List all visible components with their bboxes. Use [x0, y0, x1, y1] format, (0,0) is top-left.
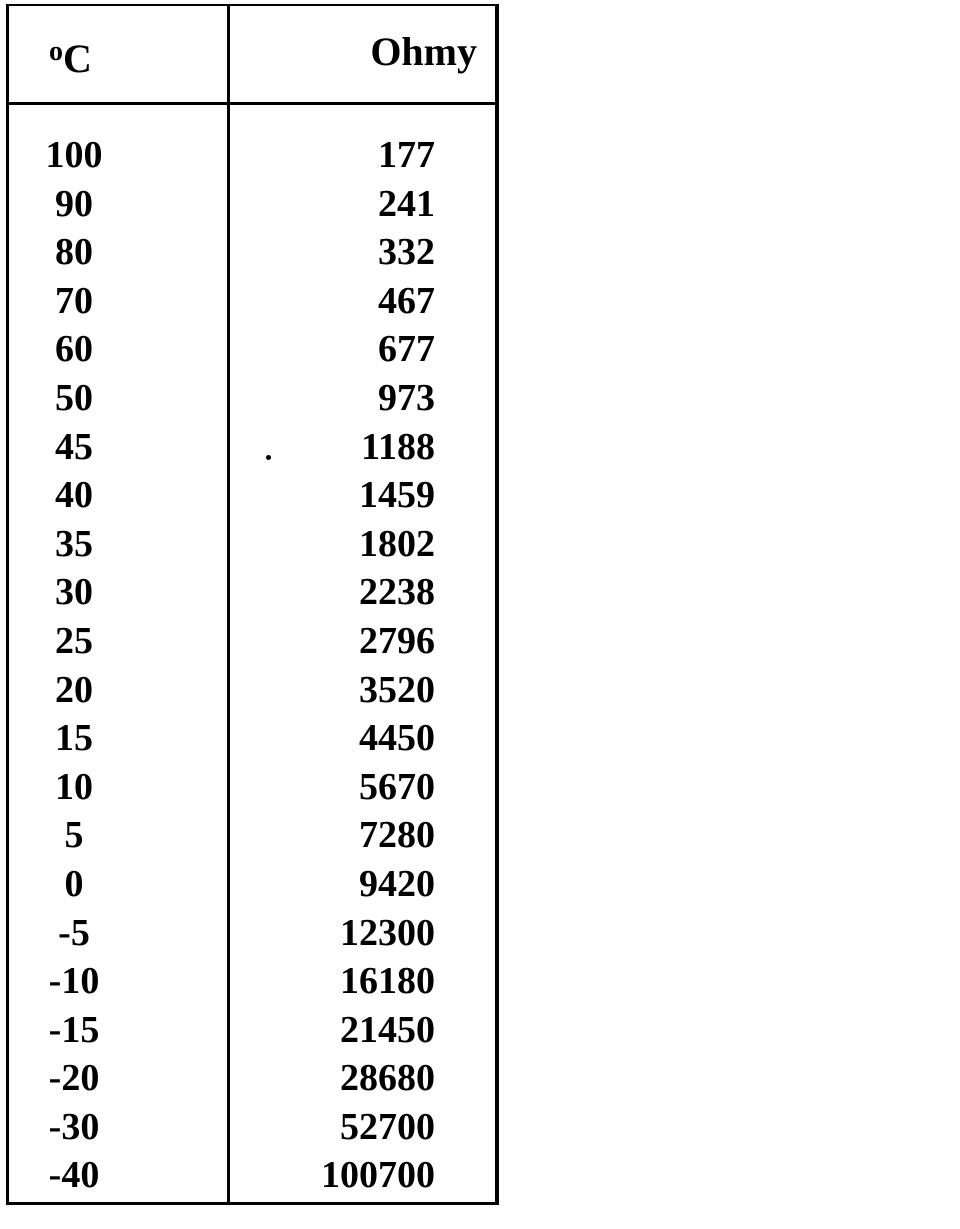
temperature-cell: -20 — [48, 1057, 100, 1100]
resistance-cell: 4450 — [359, 717, 435, 760]
resistance-cell: 7280 — [359, 814, 435, 857]
temperature-cell: 20 — [55, 668, 93, 711]
table-row — [9, 1152, 495, 1201]
table-row — [9, 1055, 495, 1104]
resistance-cell: 332 — [378, 231, 435, 274]
temperature-cell: 70 — [55, 279, 93, 322]
table-row — [9, 424, 495, 473]
table-row — [9, 861, 495, 910]
scan-speck — [266, 455, 271, 460]
resistance-cell: 12300 — [340, 911, 435, 954]
table-row — [9, 569, 495, 618]
temperature-cell: -40 — [48, 1154, 100, 1197]
table-row — [9, 278, 495, 327]
resistance-cell: 2238 — [359, 571, 435, 614]
table-row — [9, 521, 495, 570]
resistance-cell: 1188 — [361, 425, 435, 468]
resistance-cell: 16180 — [340, 960, 435, 1003]
temperature-cell: 40 — [55, 474, 93, 517]
temperature-cell: 5 — [64, 814, 84, 857]
temperature-cell: 0 — [64, 862, 84, 905]
temperature-cell: 80 — [55, 231, 93, 274]
table-row — [9, 812, 495, 861]
resistance-table — [6, 4, 499, 1205]
table-row — [9, 181, 495, 230]
temperature-cell: 25 — [55, 619, 93, 662]
temperature-cell: 60 — [55, 328, 93, 371]
table-row — [9, 667, 495, 716]
table-row — [9, 764, 495, 813]
resistance-cell: 52700 — [340, 1105, 435, 1148]
resistance-cell: 100700 — [321, 1154, 435, 1197]
table-row — [9, 326, 495, 375]
temperature-cell: 50 — [55, 376, 93, 419]
temperature-cell: 30 — [55, 571, 93, 614]
table-row — [9, 958, 495, 1007]
table-row — [9, 472, 495, 521]
temperature-cell: 100 — [45, 134, 103, 176]
table-row — [9, 910, 495, 959]
table-row — [9, 229, 495, 278]
table-row — [9, 375, 495, 424]
temperature-cell: -30 — [48, 1105, 100, 1148]
resistance-cell: 21450 — [340, 1008, 435, 1051]
resistance-cell: 177 — [378, 134, 435, 176]
temperature-unit: C — [63, 36, 92, 81]
header-rule — [9, 102, 495, 105]
header-temperature — [49, 28, 92, 83]
table-row — [9, 132, 495, 181]
resistance-cell: 467 — [378, 279, 435, 322]
temperature-cell: 45 — [55, 425, 93, 468]
table-row — [9, 1104, 495, 1153]
temperature-cell: 15 — [55, 717, 93, 760]
resistance-cell: 5670 — [359, 765, 435, 808]
header-resistance: Ohmy — [370, 29, 477, 74]
resistance-cell: 28680 — [340, 1057, 435, 1100]
resistance-cell: 677 — [378, 328, 435, 371]
degree-symbol: o — [49, 36, 63, 67]
table-row — [9, 715, 495, 764]
resistance-cell: 1459 — [359, 474, 435, 517]
resistance-cell: 241 — [378, 182, 435, 225]
resistance-cell: 9420 — [359, 862, 435, 905]
temperature-cell: -15 — [48, 1008, 100, 1051]
resistance-cell: 1802 — [359, 522, 435, 565]
resistance-cell: 3520 — [359, 668, 435, 711]
temperature-cell: 35 — [55, 522, 93, 565]
table-row — [9, 618, 495, 667]
temperature-cell: -5 — [58, 911, 90, 954]
table-body — [9, 132, 495, 1201]
table-row — [9, 1007, 495, 1056]
temperature-cell: 90 — [55, 182, 93, 225]
resistance-cell: 973 — [378, 376, 435, 419]
temperature-cell: 10 — [55, 765, 93, 808]
temperature-cell: -10 — [48, 960, 100, 1003]
resistance-cell: 2796 — [359, 619, 435, 662]
